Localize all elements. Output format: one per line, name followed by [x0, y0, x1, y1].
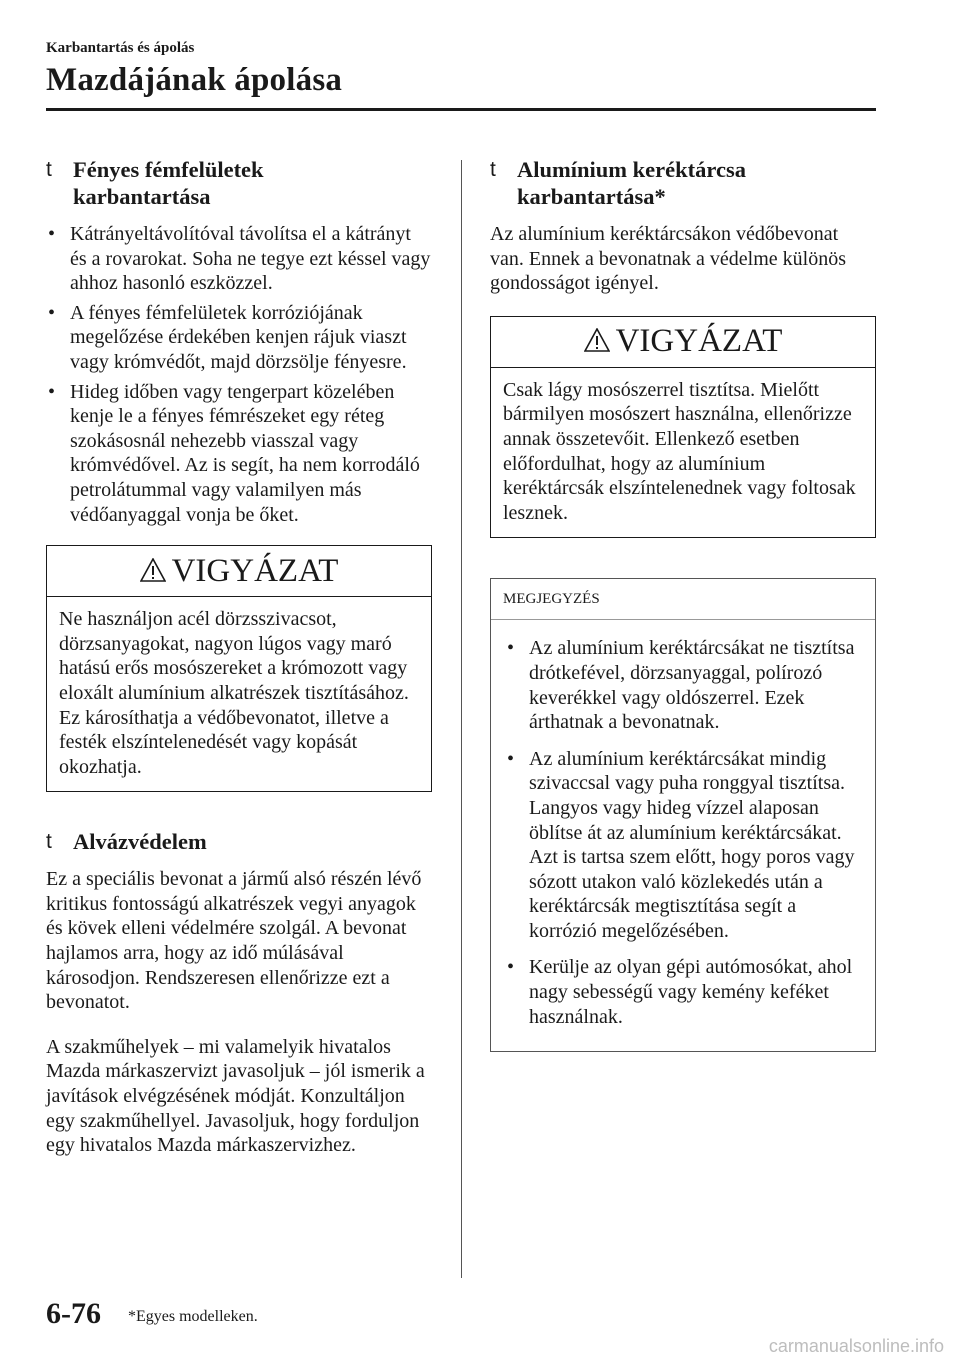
bullet-icon: •	[507, 747, 515, 770]
section-marker-icon: t	[46, 830, 52, 854]
list-item-text: Hideg időben vagy tengerpart közelében kenje le a fényes fémrészeket egy réteg szokásosnál nehezebb viasszal vagy krómvédővel. Az is segít, ha nem korrodáló petrolátummal vagy valamilyen más védőanyaggal vonja be őket.	[70, 380, 420, 526]
shiny-metal-list	[46, 222, 432, 527]
footnote: *Egyes modelleken.	[128, 1308, 258, 1325]
heading-line-1: Fényes fémfelületek	[73, 157, 264, 182]
alloy-wheel-paragraph: Az alumínium keréktárcsákon védőbevonat van. Ennek a bevonatnak a védelme különös gondosságot igényel.	[490, 223, 846, 295]
list-item	[46, 222, 432, 296]
list-item-text: A fényes fémfelületek korróziójának megelőzése érdekében kenjen rájuk viaszt vagy krómvédőt, majd dörzsölje fényesre.	[70, 301, 407, 373]
heading-line-2: karbantartása*	[517, 184, 666, 209]
left-column	[46, 156, 432, 1158]
note-body	[491, 620, 875, 1051]
note-box	[490, 578, 876, 1052]
list-item	[46, 380, 432, 528]
underbody-paragraph-1: Ez a speciális bevonat a jármű alsó részén lévő kritikus fontosságú alkatrészek vegyi anyagok és kövek elleni védelmére szolgál. A bevonat hajlamos arra, hogy az idő múlásával károsodjon. Rendszeresen ellenőrizze ezt a bevonatot.	[46, 868, 422, 1014]
heading-line-2: karbantartása	[73, 184, 211, 209]
caution-title: VIGYÁZAT	[171, 552, 339, 589]
list-item-text: Kátrányeltávolítóval távolítsa el a kátrányt és a rovarokat. Soha ne tegye ezt késsel vagy ahhoz hasonló eszközzel.	[70, 223, 431, 295]
bullet-icon: •	[507, 637, 515, 660]
bullet-icon: •	[48, 301, 56, 324]
bullet-icon: •	[48, 223, 56, 245]
caution-box	[46, 545, 432, 792]
heading-line-1: Alumínium keréktárcsa	[517, 157, 746, 182]
list-item-text: Az alumínium keréktárcsákat mindig szivaccsal vagy puha ronggyal tisztítsa. Langyos vagy hideg vízzel alaposan öblítse át az alumínium keréktárcsákat. Azt is tartsa szem előtt, hogy poros vagy sózott utakon való közlekedés után a keréktárcsák megtisztítása segít a korrózió megelőzésében.	[529, 747, 855, 942]
section-label: Karbantartás és ápolás	[46, 40, 195, 56]
list-item	[505, 955, 863, 1029]
bullet-icon: •	[48, 380, 56, 403]
header-rule	[46, 108, 876, 111]
heading-line-1: Alvázvédelem	[73, 829, 207, 855]
section-marker-icon: t	[490, 158, 496, 181]
caution-header	[491, 317, 875, 368]
note-list	[505, 636, 863, 1029]
right-column	[490, 156, 876, 1052]
warning-triangle-icon	[584, 328, 610, 355]
list-item	[505, 636, 863, 734]
page-number: 6-76	[46, 1297, 101, 1330]
page-title: Mazdájának ápolása	[46, 62, 343, 98]
section-marker-icon: t	[46, 158, 52, 181]
caution-title: VIGYÁZAT	[615, 323, 783, 360]
caution-text: Ne használjon acél dörzsszivacsot, dörzsanyagokat, nagyon lúgos vagy maró hatású erős mosószereket a krómozott vagy eloxált alumínium alkatrészek tisztításához. Ez károsíthatja a védőbevonatot, illetve a festék elszíntelenedését vagy kopását okozhatja.	[59, 608, 409, 778]
caution-text: Csak lágy mosószerrel tisztítsa. Mielőtt bármilyen mosószert használna, ellenőrizze annak összetevőit. Ellenkező esetben előfordulhat, hogy az alumínium keréktárcsák elszíntelenednek vagy foltosak lesznek.	[503, 378, 856, 524]
list-item-text: Az alumínium keréktárcsákat ne tisztítsa drótkefével, dörzsanyaggal, polírozó keverékkel vagy oldószerrel. Ezek árthatnak a bevonatnak.	[529, 637, 855, 734]
bullet-icon: •	[507, 956, 515, 979]
caution-box	[490, 316, 876, 539]
underbody-paragraph-2: A szakműhelyek – mi valamelyik hivatalos Mazda márkaszervizt javasoljuk – jól ismerik a javítások elvégzésének módját. Konzultáljon egy szakműhellyel. Javasoljuk, hogy forduljon egy hivatalos Mazda márkaszervizhez.	[46, 1035, 425, 1157]
list-item	[46, 301, 432, 375]
underbody-heading	[46, 828, 432, 855]
caution-header	[47, 546, 431, 597]
alloy-wheel-heading	[490, 156, 876, 210]
watermark: carmanualsonline.info	[768, 1336, 944, 1356]
shiny-metal-heading	[46, 156, 432, 210]
column-divider	[461, 160, 462, 1278]
warning-triangle-icon	[140, 558, 166, 585]
note-header: MEGJEGYZÉS	[491, 579, 875, 620]
list-item-text: Kerülje az olyan gépi autómosókat, ahol nagy sebességű vagy kemény keféket használnak.	[529, 956, 853, 1028]
list-item	[505, 747, 863, 944]
